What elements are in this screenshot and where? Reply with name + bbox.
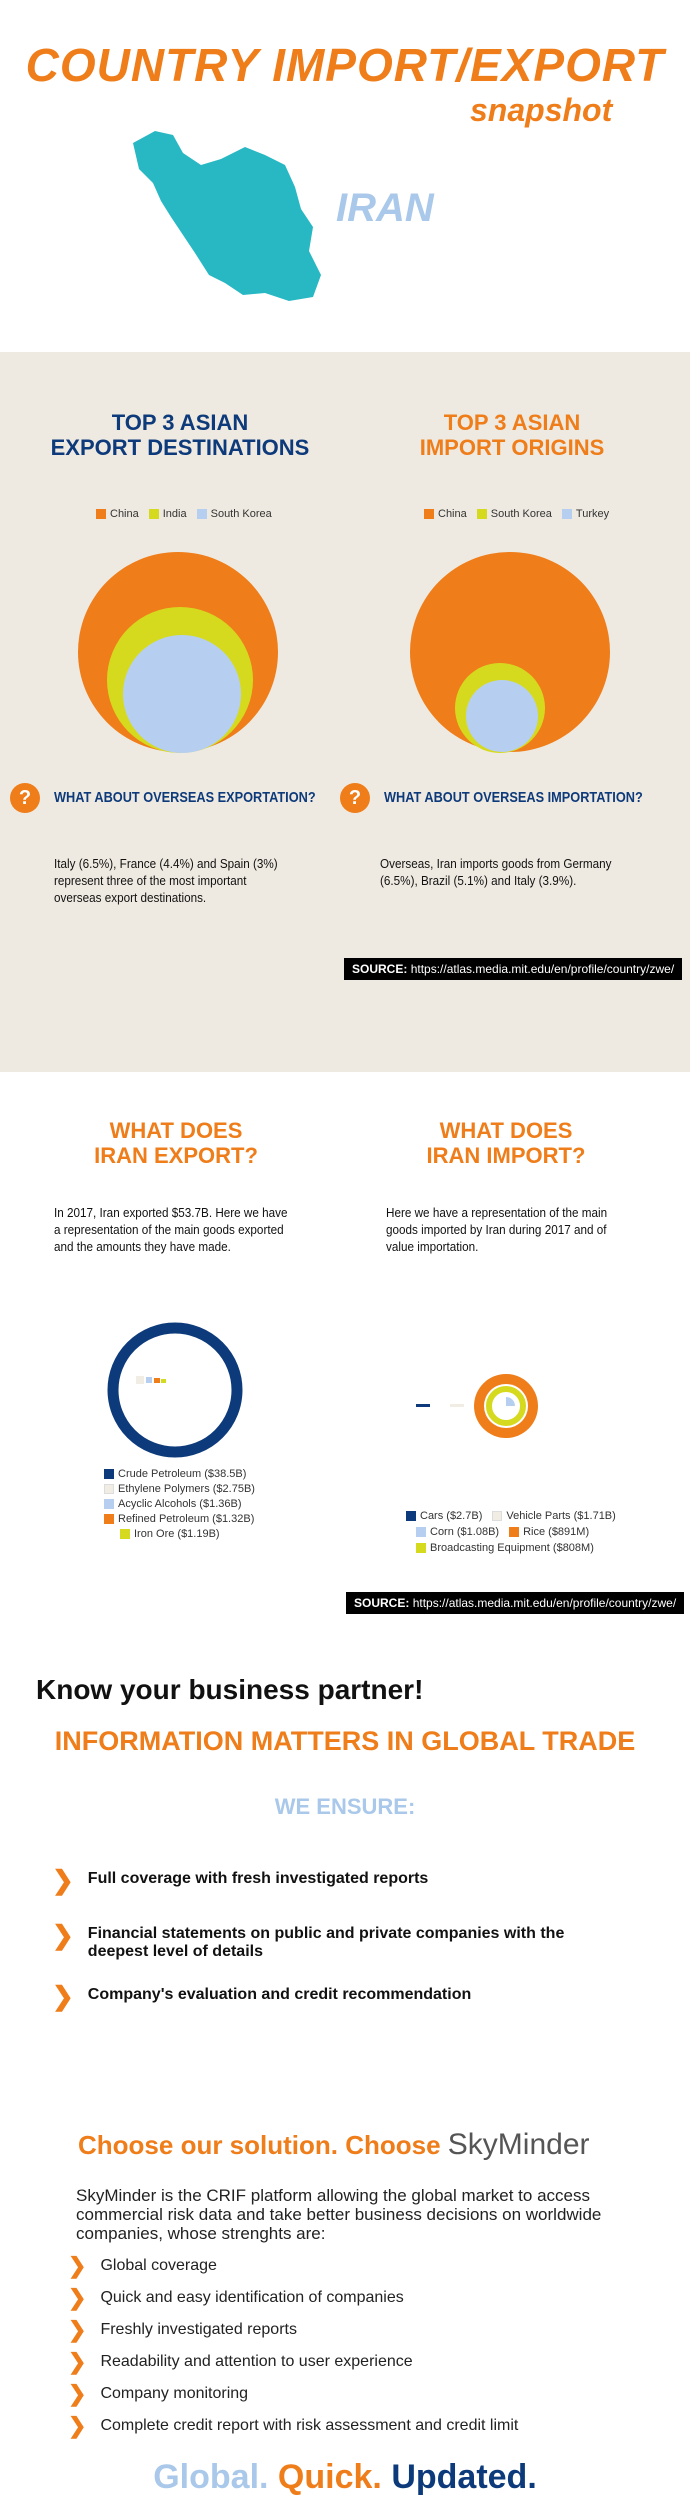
legend-item [149,508,187,520]
legend-label: China [110,508,139,520]
donut-crude-petroleum [113,1328,237,1452]
bubble-south-korea [123,635,241,753]
legend-item [104,1513,255,1525]
legend-label: China [438,508,467,520]
ensure-item-text: Full coverage with fresh investigated reports [87,1870,429,1887]
donut-acyclic-alcohols [146,1377,152,1383]
feature-text: Global coverage [100,2257,217,2274]
feature-text: Complete credit report with risk assessment and credit limit [100,2417,519,2434]
legend-item [562,508,609,520]
feature-item [68,2381,249,2406]
legend-label: Crude Petroleum ($38.5B) [118,1468,247,1480]
iran-import-text: Here we have a representation of the main goods imported by Iran during 2017 and of value importation. [386,1205,608,1254]
legend-label: Ethylene Polymers ($2.75B) [118,1483,255,1495]
legend-label: Turkey [575,508,610,520]
legend-item [197,508,272,520]
information-matters-heading: INFORMATION MATTERS IN GLOBAL TRADE [54,1726,636,1756]
legend-swatch [104,1514,114,1524]
import-title-line1: TOP 3 ASIAN [443,410,581,435]
legend-label: South Korea [210,508,272,520]
tagline-global: Global. [153,2458,269,2496]
question-icon: ? [340,783,370,813]
legend-swatch [149,509,159,519]
skyminder-logo: SkyMinder [447,2128,590,2161]
overseas-import-question: WHAT ABOUT OVERSEAS IMPORTATION? [384,789,643,806]
ensure-item-text: Company's evaluation and credit recommendation [87,1986,472,2003]
legend-swatch [96,509,106,519]
legend-label: Corn ($1.08B) [430,1526,500,1538]
legend-item [509,1526,589,1538]
legend-label: Cars ($2.7B) [420,1510,483,1522]
bubble-turkey [466,680,538,752]
export-bubble-chart [78,550,278,755]
import-card-title-line1: WHAT DOES [439,1118,573,1143]
feature-item [68,2253,217,2278]
legend-swatch [477,509,487,519]
skyminder-description: SkyMinder is the CRIF platform allowing the global market to access commercial risk data and take better business decisions on worldwide companies, whose strenghts are: [76,2186,602,2243]
donut-vehicle-parts [450,1404,464,1407]
legend-label: India [162,508,187,520]
export-card-title-line1: WHAT DOES [109,1118,243,1143]
legend-swatch [104,1499,114,1509]
tagline-quick: Quick. [277,2458,382,2496]
export-goods-legend [104,1468,255,1540]
chevron-right-icon: ❯ [68,2253,87,2278]
page-subtitle: snapshot [470,92,613,128]
legend-swatch [104,1484,114,1494]
import-origins-title [372,410,652,460]
feature-text: Company monitoring [100,2385,249,2402]
legend-item [492,1510,615,1522]
import-card-title-line2: IRAN IMPORT? [426,1143,586,1168]
iran-export-title [32,1118,320,1168]
legend-item [104,1483,255,1495]
legend-swatch [104,1469,114,1479]
legend-item [104,1528,255,1540]
legend-swatch [197,509,207,519]
tagline [0,2458,690,2497]
iran-import-title [362,1118,650,1168]
overseas-export-text: Italy (6.5%), France (4.4%) and Spain (3%) represent three of the most important overseas export destinations. [54,856,278,905]
chevron-right-icon: ❯ [68,2349,87,2374]
import-title-line2: IMPORT ORIGINS [419,435,605,460]
chevron-right-icon: ❯ [52,1865,74,1895]
overseas-export-question: WHAT ABOUT OVERSEAS EXPORTATION? [54,789,316,806]
legend-swatch [120,1529,130,1539]
legend-item [416,1542,616,1554]
donut-refined-petroleum [154,1378,160,1383]
page-title: COUNTRY IMPORT/EXPORT [25,39,665,91]
legend-row [406,1510,616,1522]
feature-item [68,2349,413,2374]
chevron-right-icon: ❯ [68,2381,87,2406]
chevron-right-icon: ❯ [52,1981,74,2011]
source-label [344,958,682,980]
ensure-item [52,1981,472,2011]
legend-swatch [509,1527,519,1537]
overseas-import-text: Overseas, Iran imports goods from Germany (6.5%), Brazil (5.1%) and Italy (3.9%). [380,856,612,888]
iran-map-icon [125,125,325,305]
legend-swatch [424,509,434,519]
import-goods-legend [406,1510,616,1554]
legend-item [477,508,552,520]
donut-ethylene-polymers [136,1376,144,1384]
legend-item [104,1468,255,1480]
ensure-item-text: Financial statements on public and private companies with the deepest level of details [87,1925,565,1960]
chevron-right-icon: ❯ [52,1920,74,1950]
feature-text: Quick and easy identification of companies [100,2289,404,2306]
export-donut-chart [100,1320,250,1460]
legend-swatch [416,1527,426,1537]
export-card-title-line2: IRAN EXPORT? [94,1143,258,1168]
source-label [346,1592,684,1614]
ensure-item [52,1865,429,1895]
legend-swatch [562,509,572,519]
legend-label: Broadcasting Equipment ($808M) [430,1542,594,1554]
legend-label: Iron Ore ($1.19B) [134,1528,220,1540]
legend-label: Refined Petroleum ($1.32B) [118,1513,255,1525]
question-icon: ? [10,783,40,813]
source-prefix: SOURCE: [354,1596,410,1610]
legend-row [406,1542,616,1554]
legend-swatch [406,1511,416,1521]
legend-label: Acyclic Alcohols ($1.36B) [118,1498,242,1510]
export-title-line1: TOP 3 ASIAN [111,410,249,435]
legend-swatch [416,1543,426,1553]
choose-text: Choose our solution. Choose [78,2130,441,2160]
import-legend [424,508,609,520]
legend-item [424,508,467,520]
export-title-line2: EXPORT DESTINATIONS [50,435,310,460]
feature-item [68,2413,519,2438]
we-ensure-title: WE ENSURE: [274,1794,416,1819]
export-destinations-title [40,410,320,460]
legend-item [406,1510,482,1522]
legend-label: South Korea [490,508,552,520]
choose-solution-heading [78,2128,590,2162]
chevron-right-icon: ❯ [68,2413,87,2438]
import-donut-chart [410,1360,600,1450]
feature-text: Freshly investigated reports [100,2321,297,2338]
source-prefix: SOURCE: [352,962,408,976]
legend-item [104,1498,255,1510]
country-name: IRAN [336,186,434,230]
donut-iron-ore [161,1379,166,1383]
chevron-right-icon: ❯ [68,2317,87,2342]
source-url: https://atlas.media.mit.edu/en/profile/country/zwe/ [412,1596,677,1610]
feature-item [68,2285,404,2310]
source-url: https://atlas.media.mit.edu/en/profile/country/zwe/ [410,962,675,976]
tagline-updated: Updated. [391,2458,537,2496]
legend-item [96,508,139,520]
donut-cars [416,1404,430,1407]
chevron-right-icon: ❯ [68,2285,87,2310]
legend-label: Vehicle Parts ($1.71B) [506,1510,616,1522]
legend-label: Rice ($891M) [523,1526,590,1538]
know-partner-heading: Know your business partner! [36,1674,424,1705]
ensure-item [52,1920,612,1961]
legend-swatch [492,1511,502,1521]
export-legend [96,508,272,520]
feature-item [68,2317,297,2342]
import-bubble-chart [410,550,610,755]
legend-row [406,1526,616,1538]
iran-export-text: In 2017, Iran exported $53.7B. Here we have a representation of the main goods exported and the amounts they have made. [54,1205,288,1254]
legend-item [416,1526,499,1538]
feature-text: Readability and attention to user experience [100,2353,413,2370]
